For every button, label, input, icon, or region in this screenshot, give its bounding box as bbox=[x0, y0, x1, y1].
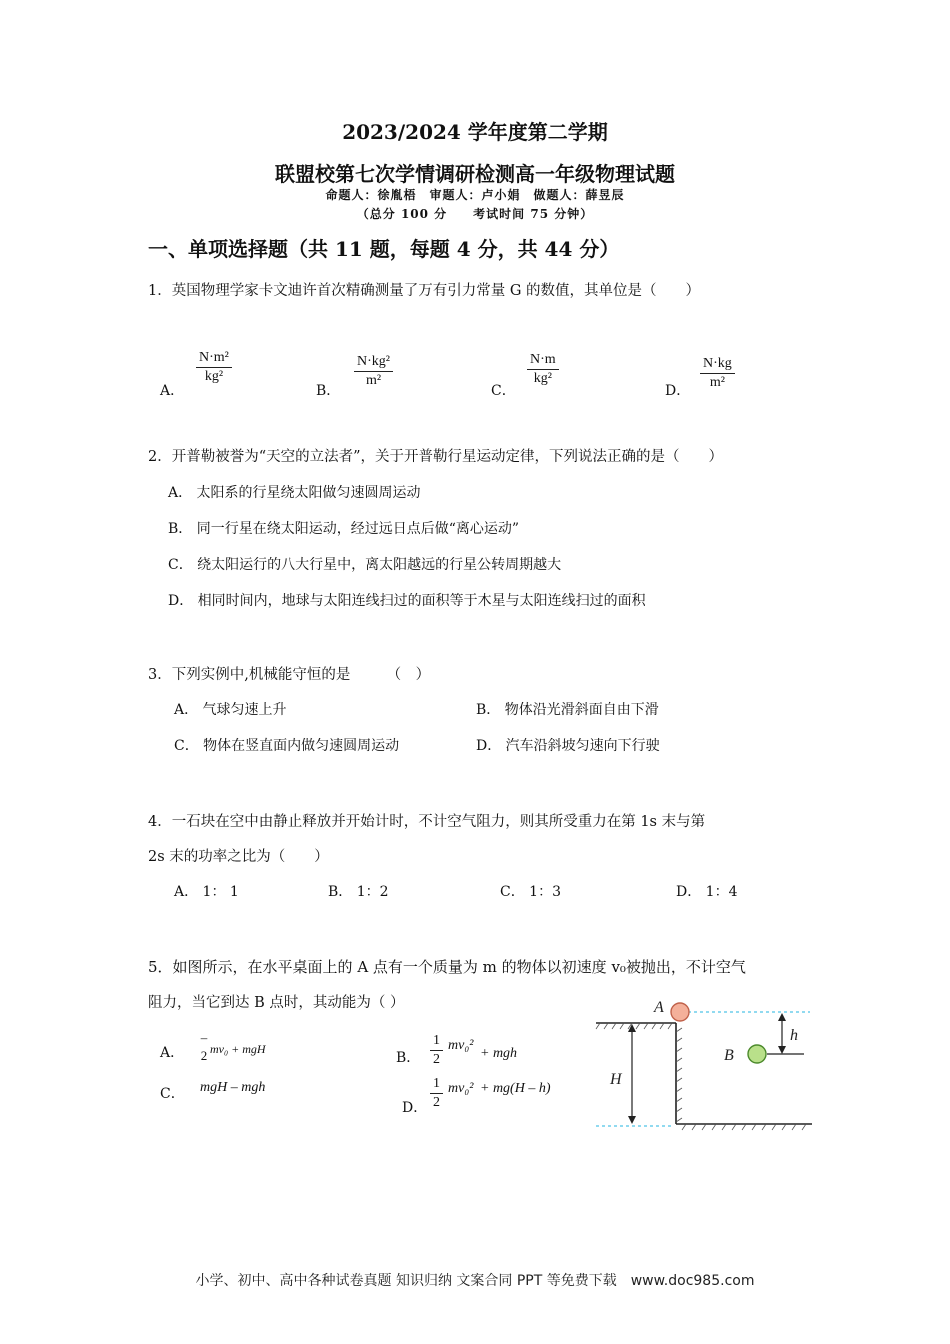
q5-label-b: B bbox=[724, 1047, 734, 1064]
q5-option-c-expr: mgH – mgh bbox=[200, 1080, 266, 1095]
exam-authors: 命题人：徐胤梧 审题人：卢小娟 做题人：薛昱辰 bbox=[325, 188, 625, 202]
q2-option-a: A． 太阳系的行星绕太阳做匀速圆周运动 bbox=[168, 485, 421, 501]
q1-option-d-formula: $\frac{N\cdot kg}{\text{m²}}$ bbox=[700, 352, 735, 391]
footer-link-text: 小学、初中、高中各种试卷真题 知识归纳 文案合同 PPT 等免费下载 www.doc985.com bbox=[195, 1273, 755, 1289]
q5-option-d-mv0sq: mv₀² bbox=[448, 1081, 474, 1096]
q4-option-a: A． 1： 1 bbox=[174, 884, 239, 900]
q4-option-b: B． 1：2 bbox=[328, 884, 389, 900]
q1-option-c-formula: $\frac{N\cdot m}{\text{kg²}}$ bbox=[527, 348, 559, 387]
q1-option-b-formula: $\frac{\text{N·kg²}}{\text{m²}}$ bbox=[354, 350, 393, 389]
question-5-stem-line1: 5．如图所示，在水平桌面上的 A 点有一个质量为 m 的物体以初速度 v₀被抛出，不计空气 bbox=[148, 958, 746, 976]
q2-option-b: B． 同一行星在绕太阳运动，经过远日点后做“离心运动” bbox=[168, 521, 520, 537]
q1-option-a-label: A． bbox=[160, 383, 185, 399]
q5-option-a-expr: mv₀ + mgH bbox=[210, 1042, 266, 1056]
question-4-stem-line2: 2s 末的功率之比为（ ） bbox=[148, 849, 329, 865]
q4-option-c: C． 1：3 bbox=[500, 884, 561, 900]
q3-option-c: C． 物体在竖直面内做匀速圆周运动 bbox=[174, 738, 400, 754]
question-2-stem: 2．开普勒被誉为“天空的立法者”，关于开普勒行星运动定律，下列说法正确的是（ ） bbox=[148, 449, 724, 465]
q1-option-b-label: B． bbox=[316, 383, 341, 399]
q5-option-d-label: D． bbox=[402, 1100, 428, 1116]
q5-option-c-label: C． bbox=[160, 1086, 185, 1102]
q5-option-a-frac-den: 2 bbox=[200, 1048, 208, 1063]
q2-option-c: C． 绕太阳运行的八大行星中，离太阳越远的行星公转周期越大 bbox=[168, 557, 562, 573]
q3-option-b: B． 物体沿光滑斜面自由下滑 bbox=[476, 702, 659, 718]
q3-option-a: A． 气球匀速上升 bbox=[174, 702, 287, 718]
q5-ball-b bbox=[748, 1045, 766, 1063]
q5-label-a: A bbox=[654, 999, 664, 1016]
question-3-stem: 3．下列实例中,机械能守恒的是 （ ） bbox=[148, 667, 431, 683]
exam-title-line2: 联盟校第七次学情调研检测高一年级物理试题 bbox=[275, 162, 675, 186]
q5-option-b-label: B． bbox=[396, 1050, 421, 1066]
q5-wall-hatch bbox=[676, 1028, 682, 1122]
q5-figure bbox=[592, 996, 816, 1136]
q4-option-d: D． 1：4 bbox=[676, 884, 738, 900]
q1-option-c-label: C． bbox=[491, 383, 516, 399]
q3-option-d: D． 汽车沿斜坡匀速向下行驶 bbox=[476, 738, 660, 754]
q5-option-d-half: $\frac{1}{2}$ bbox=[430, 1072, 443, 1111]
q2-option-d: D． 相同时间内，地球与太阳连线扫过的面积等于木星与太阳连线扫过的面积 bbox=[168, 593, 646, 609]
q5-ground-hatch bbox=[682, 1124, 806, 1130]
q5-option-b-half: $\frac{1}{2}$ bbox=[430, 1029, 443, 1068]
exam-title-line1: 2023/2024 学年度第二学期 bbox=[342, 120, 608, 144]
q5-ball-a bbox=[671, 1003, 689, 1021]
exam-score-time: （总分 100 分 考试时间 75 分钟） bbox=[356, 207, 594, 221]
q5-option-b-expr: + mgh bbox=[480, 1046, 518, 1061]
question-5-stem-line2: 阻力，当它到达 B 点时，其动能为（ ） bbox=[148, 995, 405, 1011]
q5-label-H: H bbox=[610, 1071, 622, 1088]
q5-option-a-label: A． bbox=[160, 1045, 185, 1061]
q5-option-a-frac-num: – bbox=[200, 1030, 208, 1045]
question-4-stem-line1: 4．一石块在空中由静止释放并开始计时，不计空气阻力，则其所受重力在第 1s 末与第 bbox=[148, 814, 706, 830]
section-title: 一、单项选择题（共 11 题，每题 4 分，共 44 分） bbox=[148, 237, 620, 261]
question-1-stem: 1．英国物理学家卡文迪许首次精确测量了万有引力常量 G 的数值，其单位是（ ） bbox=[148, 283, 701, 299]
q5-label-h: h bbox=[790, 1027, 798, 1044]
q5-option-b-mv0sq: mv₀² bbox=[448, 1038, 474, 1053]
q5-option-a-fraction bbox=[198, 1030, 210, 1064]
q1-option-a-formula: $\frac{\text{N·m²}}{\text{kg²}}$ bbox=[196, 346, 232, 385]
q5-option-d-expr: + mg(H – h) bbox=[480, 1081, 551, 1096]
q1-option-d-label: D． bbox=[665, 383, 691, 399]
